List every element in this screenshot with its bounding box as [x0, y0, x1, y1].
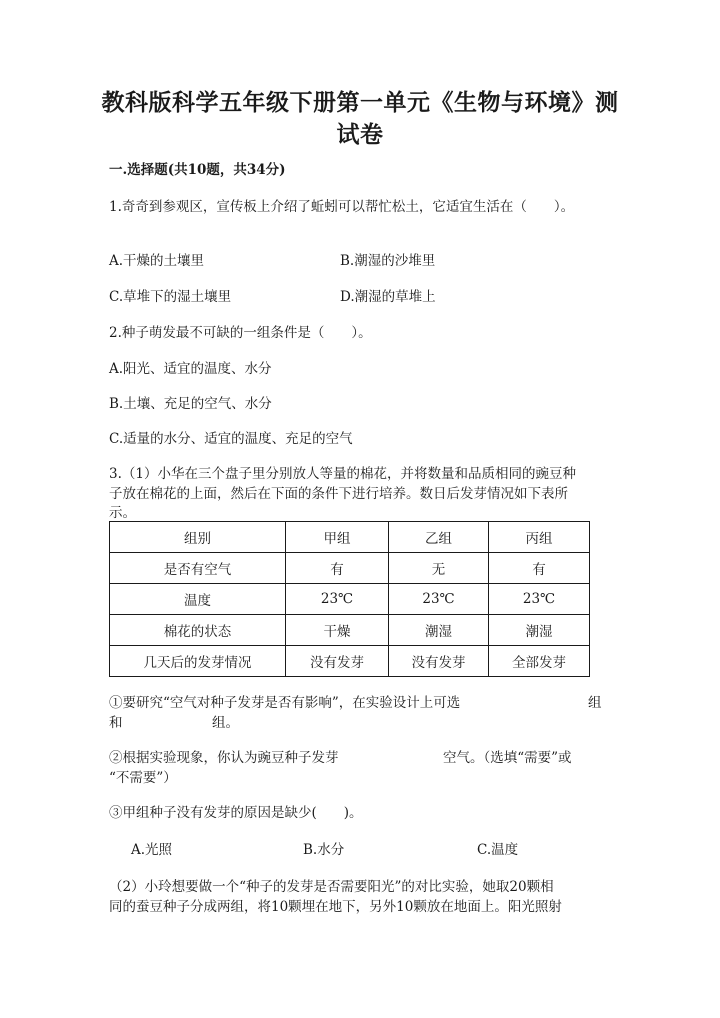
subquestion-1-text: ①要研究“空气对种子发芽是否有影响”，在实验设计上可选 — [109, 695, 461, 711]
table-cell: 干燥 — [286, 615, 389, 646]
table-cell: 是否有空气 — [110, 553, 286, 584]
question-1-option-b: B.潮湿的沙堆里 — [340, 253, 436, 269]
table-header-cell: 甲组 — [286, 522, 389, 553]
subquestion-3-option-b: B.水分 — [303, 842, 345, 858]
table-cell: 有 — [489, 553, 590, 584]
table-cell: 没有发芽 — [389, 646, 489, 677]
question-2-option-c: C.适量的水分、适宜的温度、充足的空气 — [109, 431, 353, 447]
table-row — [110, 584, 590, 615]
question-2-stem: 2.种子萌发最不可缺的一组条件是（ ）。 — [109, 325, 372, 341]
subquestion-3-text: ③甲组种子没有发芽的原因是缺少( )。 — [109, 805, 363, 821]
subquestion-1-group-label: 组 — [588, 695, 602, 711]
question-1-option-d: D.潮湿的草堆上 — [340, 289, 436, 305]
question-1-option-c: C.草堆下的湿土壤里 — [109, 289, 232, 305]
subquestion-2-choice-end: “不需要”） — [109, 770, 177, 786]
subquestion-2-choice: 空气。（选填“需要”或 — [443, 750, 572, 766]
question-2-option-a: A.阳光、适宜的温度、水分 — [109, 361, 272, 377]
table-cell: 无 — [389, 553, 489, 584]
table-row — [110, 615, 590, 646]
table-cell: 全部发芽 — [489, 646, 590, 677]
table-cell: 23℃ — [286, 584, 389, 615]
section-heading: 一.选择题(共10题，共34分) — [109, 162, 286, 178]
table-cell: 有 — [286, 553, 389, 584]
subquestion-2-text: ②根据实验现象，你认为豌豆种子发芽 — [109, 750, 339, 766]
page-title-line2: 试卷 — [336, 121, 384, 148]
question-3-intro-line1: 3.（1）小华在三个盘子里分别放人等量的棉花，并将数量和品质相同的豌豆种 — [109, 466, 576, 482]
table-header-cell: 组别 — [110, 522, 286, 553]
question-1-option-a: A.干燥的土壤里 — [109, 253, 205, 269]
table-row — [110, 553, 590, 584]
germination-table — [109, 521, 590, 677]
table-cell: 几天后的发芽情况 — [110, 646, 286, 677]
table-cell: 23℃ — [489, 584, 590, 615]
table-cell: 温度 — [110, 584, 286, 615]
table-cell: 潮湿 — [489, 615, 590, 646]
question-3-intro-line2: 子放在棉花的上面，然后在下面的条件下进行培养。数日后发芽情况如下表所 — [109, 486, 568, 502]
subquestion-3-option-c: C.温度 — [477, 842, 519, 858]
table-cell: 棉花的状态 — [110, 615, 286, 646]
page-title-line1: 教科版科学五年级下册第一单元《生物与环境》测 — [101, 89, 619, 116]
subquestion-1-group-end: 组。 — [212, 715, 239, 731]
part-2-line1: （2）小玲想要做一个“种子的发芽是否需要阳光”的对比实验，她取20颗相 — [109, 879, 554, 895]
subquestion-1-and-label: 和 — [109, 715, 123, 731]
table-header-row — [110, 522, 590, 553]
question-1-stem: 1.奇奇到参观区，宣传板上介绍了蚯蚓可以帮忙松土，它适宜生活在（ ）。 — [109, 199, 575, 215]
subquestion-3-option-a: A.光照 — [131, 842, 173, 858]
table-cell: 23℃ — [389, 584, 489, 615]
table-header-cell: 乙组 — [389, 522, 489, 553]
question-2-option-b: B.土壤、充足的空气、水分 — [109, 396, 272, 412]
table-row — [110, 646, 590, 677]
table-header-cell: 丙组 — [489, 522, 590, 553]
table-cell: 没有发芽 — [286, 646, 389, 677]
table-cell: 潮湿 — [389, 615, 489, 646]
question-3-intro-line3: 示。 — [109, 505, 136, 521]
part-2-line2: 同的蚕豆种子分成两组，将10颗埋在地下，另外10颗放在地面上。阳光照射 — [109, 899, 562, 915]
